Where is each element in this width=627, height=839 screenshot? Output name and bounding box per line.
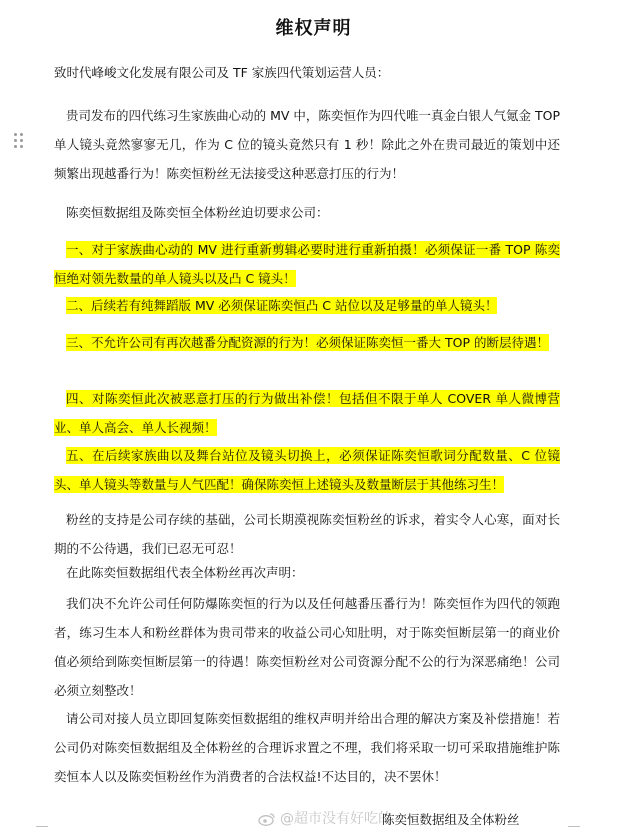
paragraph-support: 粉丝的支持是公司存续的基础，公司长期漠视陈奕恒粉丝的诉求，着实令人心寒，面对长期的不公待遇，我们已忍无可忍！ (54, 512, 560, 556)
weibo-icon (258, 812, 276, 826)
demand-text: 二、后续若有纯舞蹈版 MV 必须保证陈奕恒凸 C 站位以及足够量的单人镜头！ (66, 298, 498, 313)
demand-item (54, 328, 560, 357)
restate-intro: 在此陈奕恒数据组代表全体粉丝再次声明： (66, 565, 304, 580)
demand-item (54, 291, 560, 320)
page-corner-mark (36, 826, 48, 839)
demand-item (54, 384, 560, 442)
watermark-text: @超市没有好吃的 (280, 811, 392, 827)
demand-item (54, 441, 560, 499)
demand-text: 四、对陈奕恒此次被恶意打压的行为做出补偿！包括但不限于单人 COVER 单人微博营业、单人高会、单人长视频！ (54, 391, 560, 435)
watermark (258, 808, 392, 830)
signature: 陈奕恒数据组及全体粉丝 (382, 812, 520, 827)
paragraph-restate: 我们决不允许公司任何防爆陈奕恒的行为以及任何越番压番行为！陈奕恒作为四代的领跑者，练习生本人和粉丝群体为贵司带来的收益公司心知肚明，对于陈奕恒断层第一的商业价值必须给到陈奕恒断层第一的待遇！陈奕恒粉丝对公司资源分配不公的行为深恶痛绝！公司必须立刻整改！ (54, 596, 560, 698)
request-intro: 陈奕恒数据组及陈奕恒全体粉丝迫切要求公司： (66, 205, 329, 220)
paragraph-complaint: 贵司发布的四代练习生家族曲心动的 MV 中，陈奕恒作为四代唯一真金白银人气氪金 TOP 单人镜头竟然寥寥无几，作为 C 位的镜头竟然只有 1 秒！除此之外在贵司最近的策划中还频繁出现越番行为！陈奕恒粉丝无法接受这种恶意打压的行为！ (54, 108, 560, 181)
demand-item (54, 235, 560, 293)
drag-handle-icon[interactable] (14, 133, 24, 149)
demand-text: 三、不允许公司有再次越番分配资源的行为！必须保证陈奕恒一番大 TOP 的断层待遇！ (66, 335, 549, 350)
addressee-line: 致时代峰峻文化发展有限公司及 TF 家族四代策划运营人员： (54, 65, 390, 80)
page-corner-mark (568, 826, 580, 839)
demand-text: 五、在后续家族曲以及舞台站位及镜头切换上，必须保证陈奕恒歌词分配数量、C 位镜头、单人镜头等数量与人气匹配！确保陈奕恒上述镜头及数量断层于其他练习生！ (54, 448, 560, 492)
demand-text: 一、对于家族曲心动的 MV 进行重新剪辑必要时进行重新拍摄！必须保证一番 TOP 陈奕恒绝对领先数量的单人镜头以及凸 C 镜头！ (54, 242, 560, 286)
document-title: 维权声明 (275, 18, 352, 39)
paragraph-final: 请公司对接人员立即回复陈奕恒数据组的维权声明并给出合理的解决方案及补偿措施！若公司仍对陈奕恒数据组及全体粉丝的合理诉求置之不理，我们将采取一切可采取措施维护陈奕恒本人以及陈奕恒粉丝作为消费者的合法权益!不达目的，决不罢休！ (54, 711, 560, 784)
